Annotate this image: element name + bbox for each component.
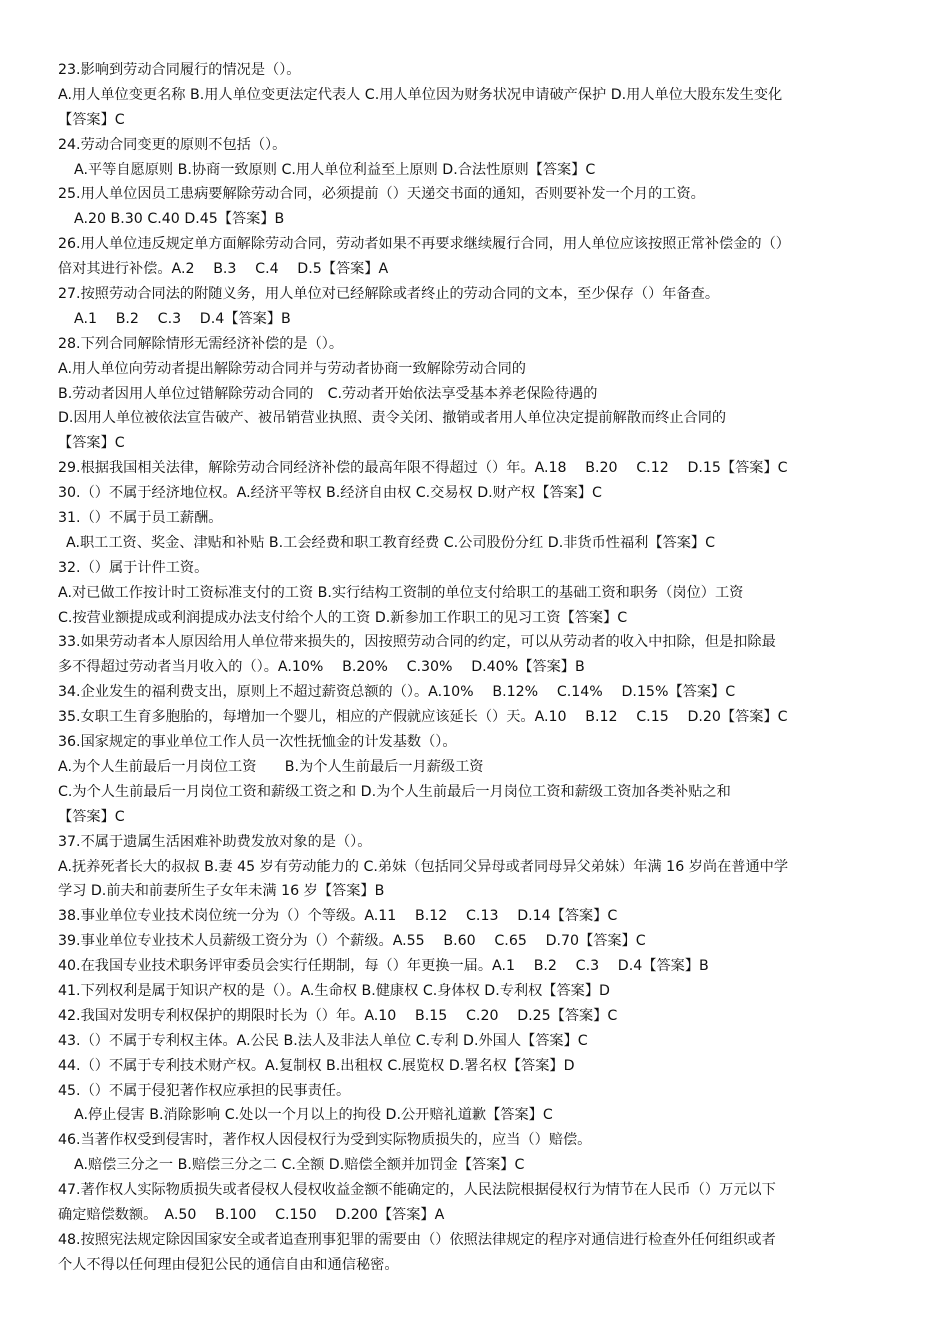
text-line: 27.按照劳动合同法的附随义务，用人单位对已经解除或者终止的劳动合同的文本，至少保存（）年备查。 [58,286,720,303]
text-line: 31.（）不属于员工薪酬。 [58,510,223,527]
text-line: A.赔偿三分之一 B.赔偿三分之二 C.全额 D.赔偿全额并加罚金【答案】C [74,1157,525,1174]
text-line: 34.企业发生的福利费支出，原则上不超过薪资总额的（）。A.10% B.12% C.14% D.15%【答案】C [58,684,736,701]
text-line: C.为个人生前最后一月岗位工资和薪级工资之和 D.为个人生前最后一月岗位工资和薪级工资加各类补贴之和 [58,783,731,800]
text-line: 25.用人单位因员工患病要解除劳动合同，必须提前（）天递交书面的通知，否则要补发一个月的工资。 [58,186,705,203]
text-line: 倍对其进行补偿。A.2 B.3 C.4 D.5【答案】A [58,261,389,278]
text-line: 确定赔偿数额。 A.50 B.100 C.150 D.200【答案】A [58,1206,445,1223]
text-line: 46.当著作权受到侵害时，著作权人因侵权行为受到实际物质损失的，应当（）赔偿。 [58,1132,592,1149]
text-line: 【答案】C [58,808,125,825]
text-line: 40.在我国专业技术职务评审委员会实行任期制，每（）年更换一届。A.1 B.2 C.3 D.4【答案】B [58,958,709,975]
text-line: 38.事业单位专业技术岗位统一分为（）个等级。A.11 B.12 C.13 D.14【答案】C [58,908,618,925]
text-line: 个人不得以任何理由侵犯公民的通信自由和通信秘密。 [58,1256,399,1273]
text-line: 30.（）不属于经济地位权。A.经济平等权 B.经济自由权 C.交易权 D.财产权【答案】C [58,485,602,502]
text-line: D.因用人单位被依法宣告破产、被吊销营业执照、责令关闭、撤销或者用人单位决定提前解散而终止合同的 [58,410,727,427]
text-line: 24.劳动合同变更的原则不包括（）。 [58,136,287,153]
text-line: A.20 B.30 C.40 D.45【答案】B [74,211,285,228]
text-line: 36.国家规定的事业单位工作人员一次性抚恤金的计发基数（）。 [58,734,457,751]
text-line: 【答案】C [58,111,125,128]
text-line: 学习 D.前夫和前妻所生子女年未满 16 岁【答案】B [58,883,385,900]
text-line: 32.（）属于计件工资。 [58,559,209,576]
text-line: 【答案】C [58,435,125,452]
text-line: 48.按照宪法规定除因国家安全或者追查刑事犯罪的需要由（）依照法律规定的程序对通信进行检查外任何组织或者 [58,1231,776,1248]
document-page [58,58,898,1278]
text-line: 39.事业单位专业技术人员薪级工资分为（）个薪级。A.55 B.60 C.65 D.70【答案】C [58,933,646,950]
text-line: 37.不属于遗属生活困难补助费发放对象的是（）。 [58,833,372,850]
text-line: 29.根据我国相关法律，解除劳动合同经济补偿的最高年限不得超过（）年。A.18 B.20 C.12 D.15【答案】C [58,460,788,477]
text-line: 23.影响到劳动合同履行的情况是（）。 [58,62,301,78]
text-line: A.对已做工作按计时工资标准支付的工资 B.实行结构工资制的单位支付给职工的基础工资和职务（岗位）工资 [58,584,744,601]
text-line: 多不得超过劳动者当月收入的（）。A.10% B.20% C.30% D.40%【答案】B [58,659,585,676]
text-line: A.停止侵害 B.消除影响 C.处以一个月以上的拘役 D.公开赔礼道歉【答案】C [74,1107,553,1124]
text-line: A.抚养死者长大的叔叔 B.妻 45 岁有劳动能力的 C.弟妹（包括同父异母或者同母异父弟妹）年满 16 岁尚在普通中学 [58,858,789,875]
text-line: A.1 B.2 C.3 D.4【答案】B [74,310,291,327]
text-line: 44.（）不属于专利技术财产权。A.复制权 B.出租权 C.展览权 D.署名权【答案】D [58,1057,575,1074]
text-line: A.用人单位变更名称 B.用人单位变更法定代表人 C.用人单位因为财务状况申请破产保护 D.用人单位大股东发生变化 [58,86,783,103]
text-line: 47.著作权人实际物质损失或者侵权人侵权收益金额不能确定的，人民法院根据侵权行为情节在人民币（）万元以下 [58,1182,776,1199]
text-line: A.为个人生前最后一月岗位工资 B.为个人生前最后一月薪级工资 [58,758,484,775]
text-line: 42.我国对发明专利权保护的期限时长为（）年。A.10 B.15 C.20 D.25【答案】C [58,1007,618,1024]
text-line: B.劳动者因用人单位过错解除劳动合同的 C.劳动者开始依法享受基本养老保险待遇的 [58,385,598,402]
text-line: A.用人单位向劳动者提出解除劳动合同并与劳动者协商一致解除劳动合同的 [58,360,526,377]
text-line: A.职工工资、奖金、津贴和补贴 B.工会经费和职工教育经费 C.公司股份分红 D.非货币性福利【答案】C [66,534,715,551]
text-line: 35.女职工生育多胞胎的，每增加一个婴儿，相应的产假就应该延长（）天。A.10 B.12 C.15 D.20【答案】C [58,709,788,726]
text-line: 45.（）不属于侵犯著作权应承担的民事责任。 [58,1082,351,1099]
text-line: C.按营业额提成或利润提成办法支付给个人的工资 D.新参加工作职工的见习工资【答案】C [58,609,628,626]
text-line: A.平等自愿原则 B.协商一致原则 C.用人单位利益至上原则 D.合法性原则【答案】C [74,161,596,178]
text-line: 43.（）不属于专利权主体。A.公民 B.法人及非法人单位 C.专利 D.外国人【答案】C [58,1032,588,1049]
text-line: 41.下列权利是属于知识产权的是（）。A.生命权 B.健康权 C.身体权 D.专利权【答案】D [58,982,610,999]
text-line: 26.用人单位违反规定单方面解除劳动合同，劳动者如果不再要求继续履行合同，用人单位应该按照正常补偿金的（） [58,236,790,253]
text-line: 33.如果劳动者本人原因给用人单位带来损失的，因按照劳动合同的约定，可以从劳动者的收入中扣除，但是扣除最 [58,634,776,651]
text-line: 28.下列合同解除情形无需经济补偿的是（）。 [58,335,344,352]
